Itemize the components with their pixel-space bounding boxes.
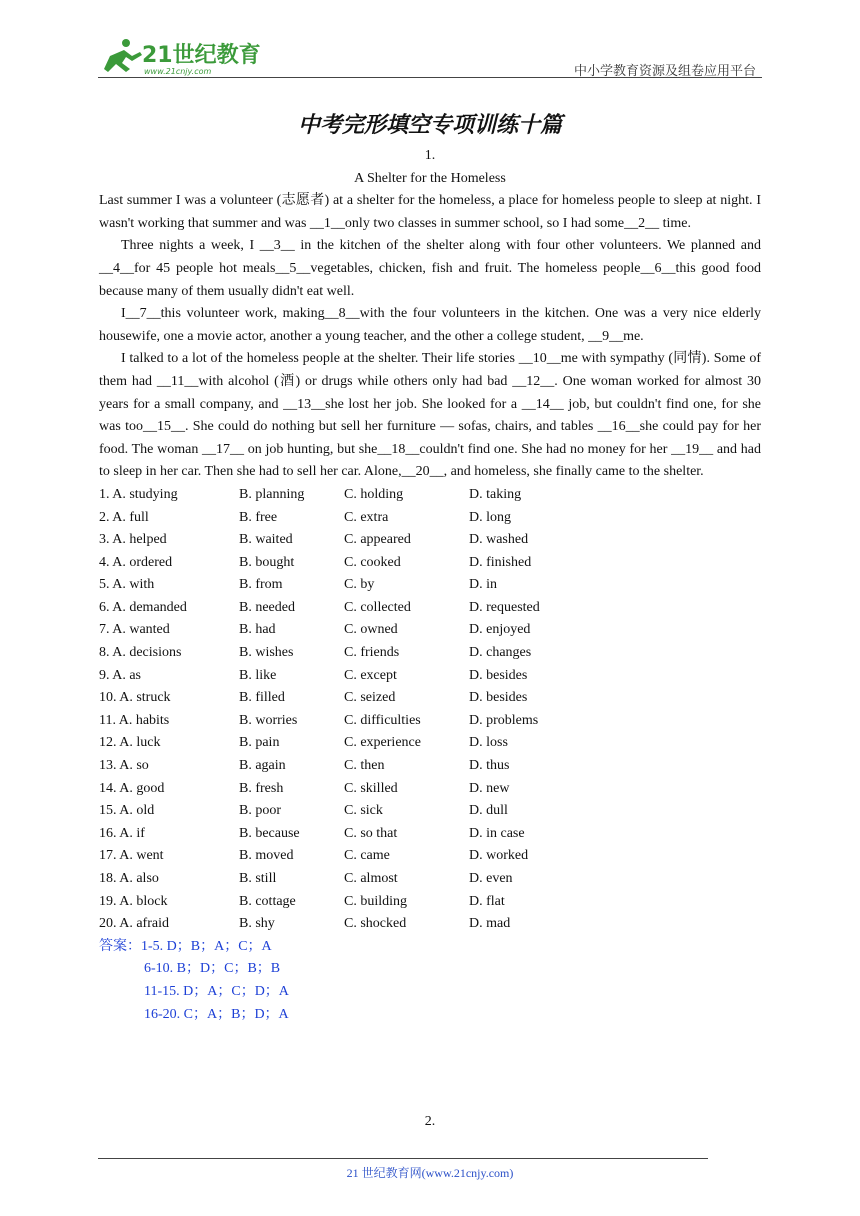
option-choice: D. in case [469, 825, 525, 841]
option-choice: D. in [469, 577, 497, 593]
option-row [99, 529, 761, 552]
option-choice: D. requested [469, 599, 540, 615]
option-choice: C. cooked [344, 554, 401, 570]
option-choice: D. new [469, 780, 510, 796]
option-choice: C. by [344, 577, 375, 593]
option-choice: C. skilled [344, 780, 398, 796]
option-choice: 18. A. also [99, 871, 159, 886]
option-choice: D. problems [469, 712, 539, 728]
option-choice: B. planning [239, 486, 305, 502]
option-choice: B. shy [239, 916, 275, 932]
option-choice: B. fresh [239, 780, 284, 796]
option-choice: D. enjoyed [469, 622, 531, 638]
option-choice: B. from [239, 577, 283, 593]
option-choice: B. still [239, 871, 277, 886]
option-choice: C. appeared [344, 532, 411, 548]
option-choice: D. dull [469, 803, 508, 819]
document-body [99, 145, 761, 1026]
option-choice: B. bought [239, 554, 295, 570]
option-row [99, 755, 761, 778]
answer-line: 答案：1-5. D；B；A；C；A [99, 938, 272, 954]
option-row [99, 732, 761, 755]
option-choice: D. mad [469, 916, 511, 932]
logo-url: www.21cnjy.com [144, 67, 212, 76]
option-choice: C. shocked [344, 916, 407, 932]
option-choice: 7. A. wanted [99, 622, 170, 638]
option-choice: 13. A. so [99, 758, 149, 774]
site-logo [96, 36, 266, 80]
header-platform-text: 中小学教育资源及组卷应用平台 [573, 64, 756, 79]
option-choice: B. needed [239, 599, 295, 615]
option-choice: D. besides [469, 690, 528, 706]
option-choice: D. thus [469, 758, 510, 774]
option-choice: D. taking [469, 486, 522, 502]
option-choice: B. cottage [239, 893, 296, 909]
option-row [99, 687, 761, 710]
option-choice: C. experience [344, 735, 421, 751]
option-choice: B. waited [239, 532, 293, 548]
option-choice: 20. A. afraid [99, 916, 169, 932]
option-choice: 17. A. went [99, 848, 164, 864]
option-choice: 10. A. struck [99, 690, 171, 706]
option-choice: B. free [239, 509, 278, 525]
option-choice: 6. A. demanded [99, 599, 187, 615]
option-choice: 5. A. with [99, 577, 155, 593]
answer-line: 16-20. C；A；B；D；A [144, 1006, 289, 1022]
option-choice: D. loss [469, 735, 508, 751]
passage-title: A Shelter for the Homeless [354, 170, 506, 186]
option-choice: 12. A. luck [99, 735, 161, 751]
footer-text: 21 世纪教育网(www.21cnjy.com) [346, 1166, 514, 1180]
option-row [99, 845, 761, 868]
option-row [99, 710, 761, 733]
option-choice: B. wishes [239, 645, 294, 661]
option-choice: C. then [344, 758, 385, 774]
option-choice: D. finished [469, 554, 532, 570]
option-choice: 3. A. helped [99, 532, 167, 548]
option-choice: B. like [239, 667, 277, 683]
option-choice: B. had [239, 622, 276, 638]
option-choice: C. owned [344, 622, 398, 638]
options-list [99, 484, 761, 936]
option-choice: C. holding [344, 486, 404, 502]
passage-paragraph: I__7__this volunteer work, making__8__with the four volunteers in the kitchen. One was a very nice elderly housewife, one a movie actor, another a young teacher, and the other a college student, __9__me. [99, 306, 761, 344]
option-row [99, 913, 761, 936]
option-choice: 1. A. studying [99, 486, 178, 502]
option-choice: B. poor [239, 803, 281, 819]
option-row [99, 597, 761, 620]
option-row [99, 619, 761, 642]
option-choice: C. except [344, 667, 397, 683]
answer-line: 11-15. D；A；C；D；A [144, 983, 289, 999]
option-choice: 19. A. block [99, 893, 168, 909]
option-choice: D. even [469, 871, 513, 886]
option-choice: B. because [239, 825, 300, 841]
option-row [99, 868, 761, 891]
option-choice: 4. A. ordered [99, 554, 173, 570]
option-choice: C. so that [344, 825, 398, 841]
option-choice: D. flat [469, 893, 505, 909]
next-section-number: 2. [424, 1114, 436, 1129]
option-choice: 14. A. good [99, 780, 165, 796]
option-choice: C. extra [344, 509, 389, 525]
option-choice: D. long [469, 509, 511, 525]
answer-key [99, 936, 761, 1026]
option-choice: B. moved [239, 848, 294, 864]
header-divider [98, 77, 762, 78]
option-choice: 16. A. if [99, 825, 145, 841]
option-row [99, 800, 761, 823]
option-choice: C. difficulties [344, 712, 421, 728]
passage-paragraph: I talked to a lot of the homeless people at the shelter. Their life stories __10__me with sympathy (同情). Some of them had __11__with alcohol (酒) or drugs while others only had bad __12__. One woman worked for almost 30 years for a small company, and __13__she lost her job. She looked for a __14__ job, but couldn't find one, for she was too__15__. She could do nothing but sell her furniture — sofas, chairs, and tables __16__she could pay for her food. The woman __17__ on job hunting, but she__18__couldn't find one. She had no money for her __19__ and had to sleep in her car. Then she had to sell her car. Alone,__20__, and homeless, she finally came to the shelter. [99, 351, 761, 480]
section-number: 1. [424, 148, 436, 163]
answer-line: 6-10. B；D；C；B；B [144, 961, 281, 977]
option-choice: D. changes [469, 645, 532, 661]
option-choice: C. friends [344, 645, 400, 661]
option-row [99, 891, 761, 914]
option-choice: C. seized [344, 690, 396, 706]
logo-text: 21世纪教育 [142, 43, 261, 68]
option-choice: B. worries [239, 712, 298, 728]
option-choice: 11. A. habits [99, 712, 170, 728]
passage-paragraph: Last summer I was a volunteer (志愿者) at a shelter for the homeless, a place for homeless people to sleep at night. I wasn't working that summer and was __1__only two classes in summer school, so I had some__2__ time. [99, 193, 761, 231]
page-title: 中考完形填空专项训练十篇 [297, 112, 562, 138]
option-choice: D. worked [469, 848, 529, 864]
option-choice: C. came [344, 848, 390, 864]
option-choice: 9. A. as [99, 667, 141, 683]
option-row [99, 642, 761, 665]
option-choice: C. collected [344, 599, 411, 615]
option-row [99, 552, 761, 575]
option-choice: C. almost [344, 871, 398, 886]
option-row [99, 507, 761, 530]
option-choice: D. besides [469, 667, 528, 683]
option-choice: B. again [239, 758, 286, 774]
option-choice: 8. A. decisions [99, 645, 182, 661]
option-row [99, 665, 761, 688]
option-choice: C. sick [344, 803, 383, 819]
option-row [99, 778, 761, 801]
passage-paragraph: Three nights a week, I __3__ in the kitchen of the shelter along with four other volunteers. We planned and __4__for 45 people hot meals__5__vegetables, chicken, fish and fruit. The homeless people__6__this good food because many of them usually didn't eat well. [99, 238, 761, 299]
option-choice: D. washed [469, 532, 529, 548]
footer-divider [98, 1158, 708, 1159]
option-choice: B. filled [239, 690, 285, 706]
option-choice: 2. A. full [99, 509, 149, 525]
option-choice: B. pain [239, 735, 280, 751]
option-choice: C. building [344, 893, 408, 909]
option-row [99, 574, 761, 597]
option-row [99, 823, 761, 846]
option-row [99, 484, 761, 507]
option-choice: 15. A. old [99, 803, 155, 819]
